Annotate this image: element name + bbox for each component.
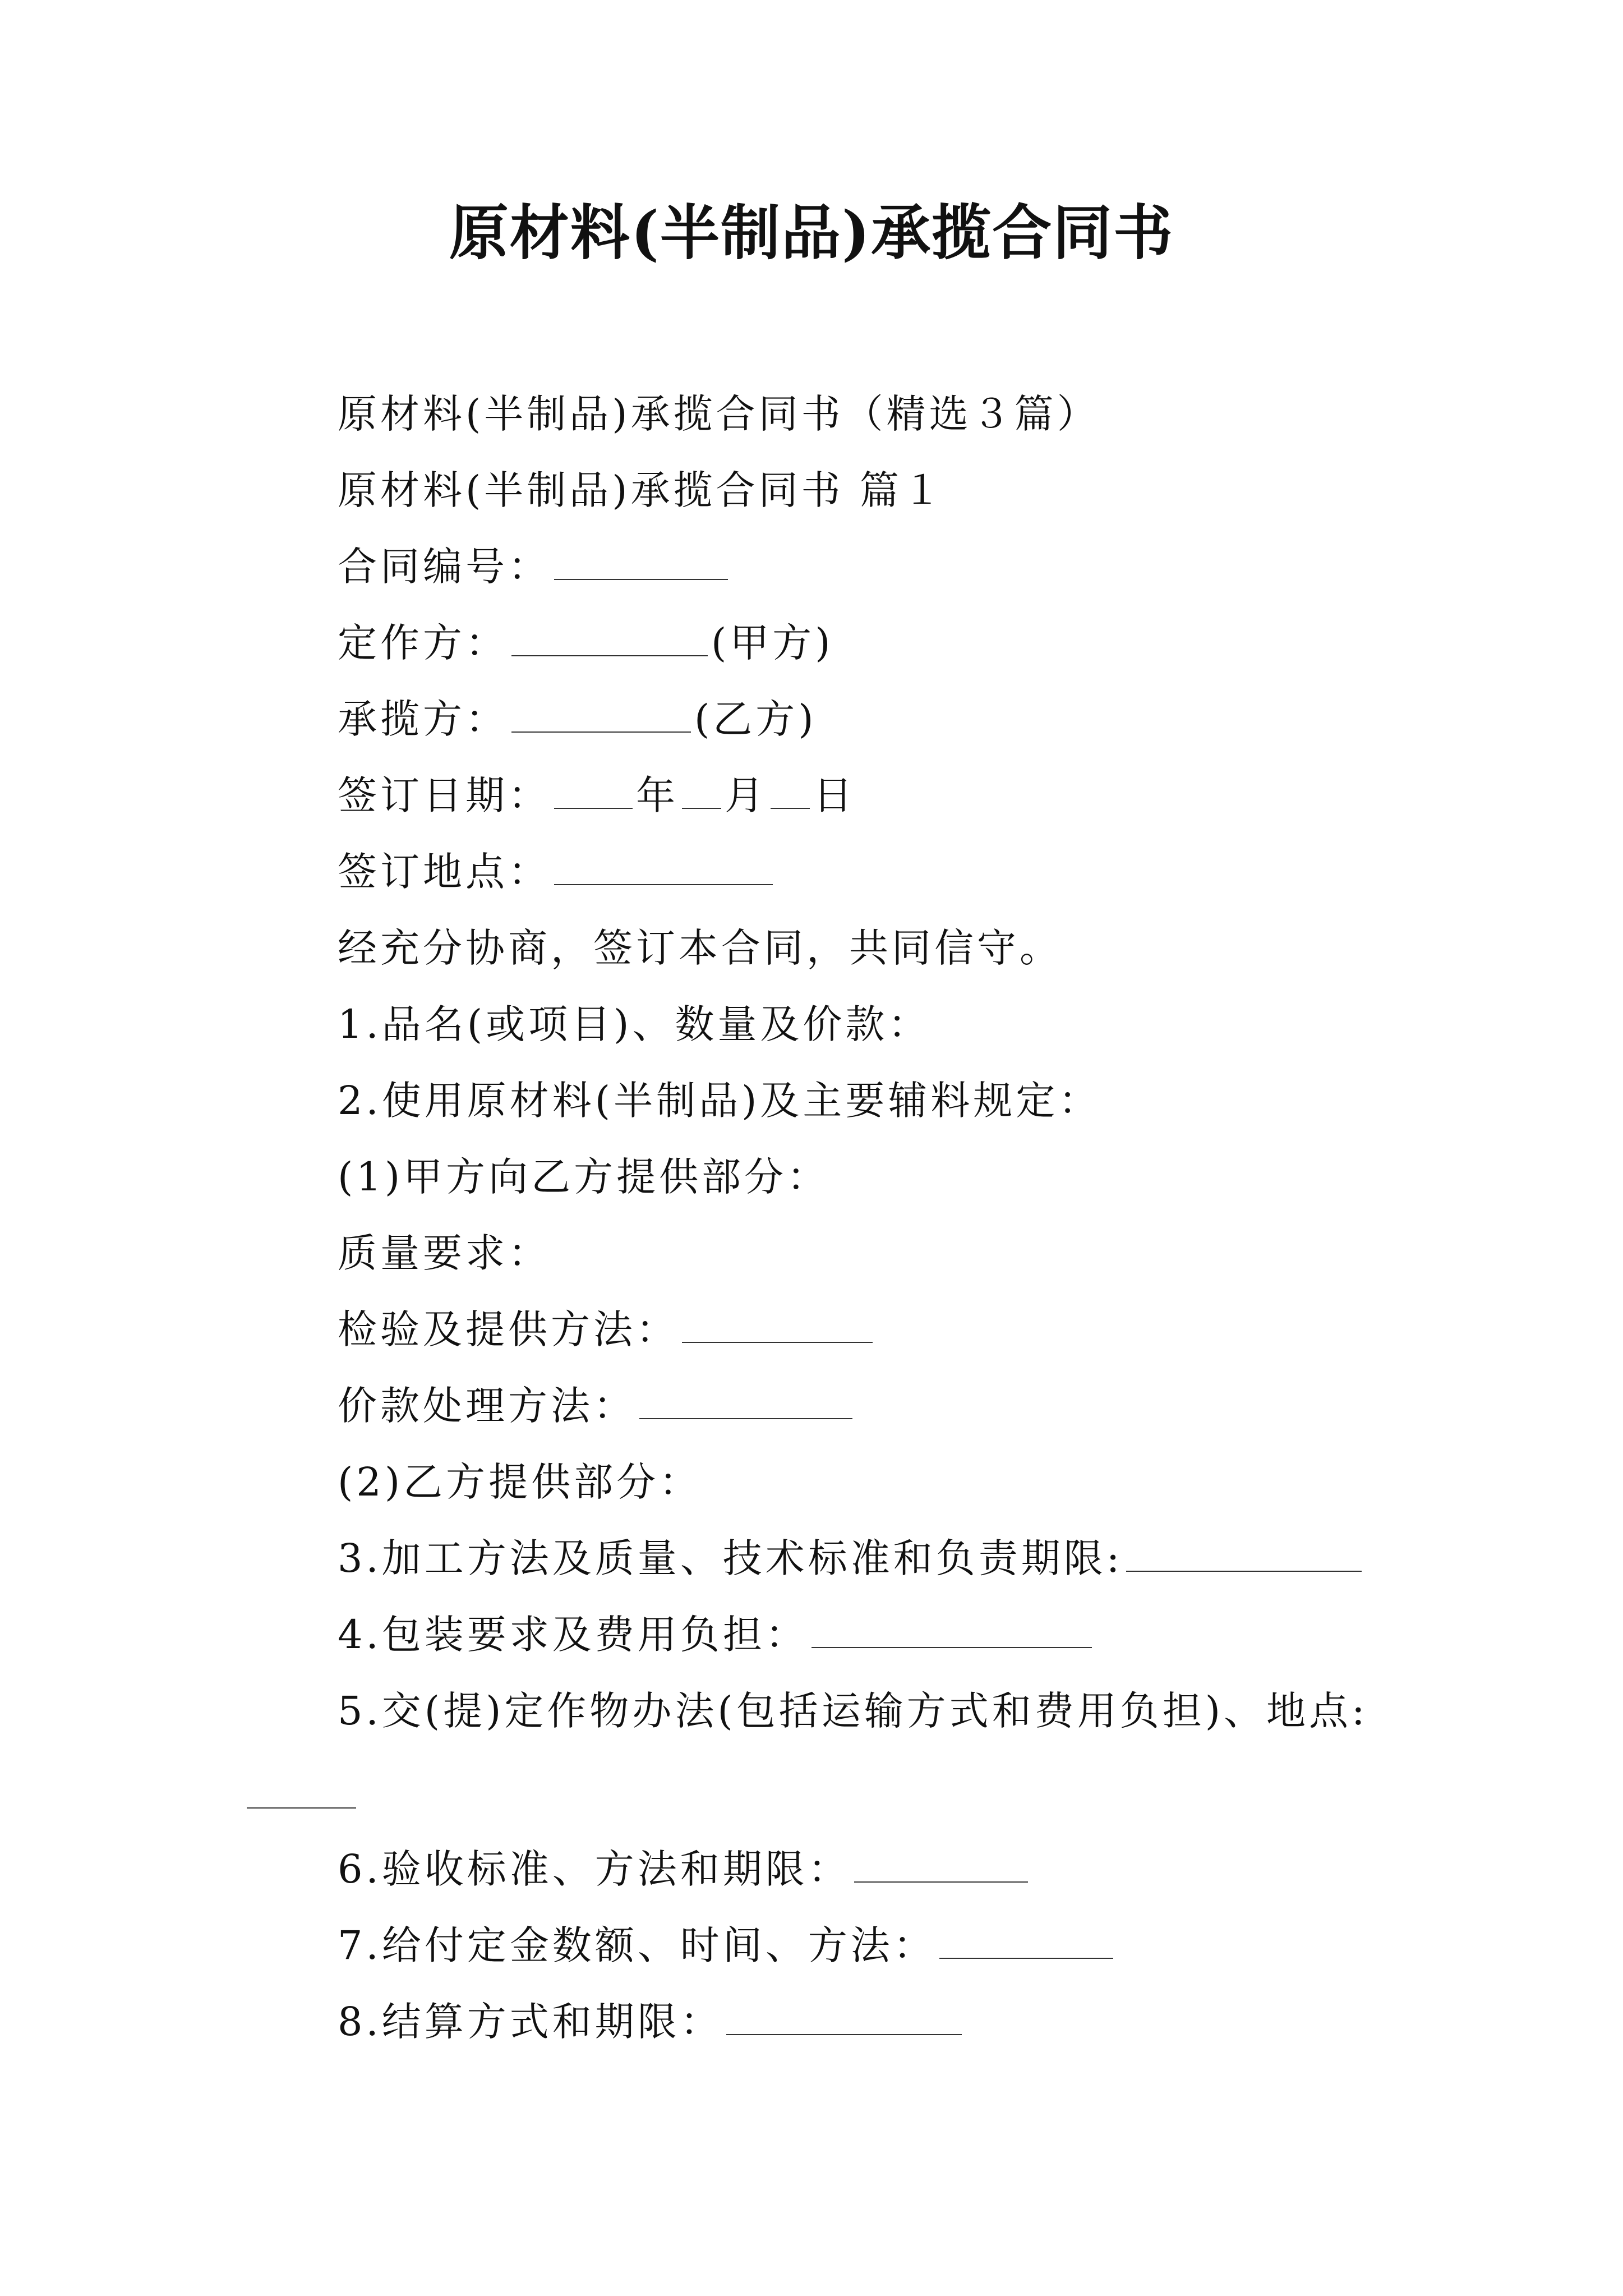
clause-5-line (338, 1684, 1368, 1738)
clause-2-item-1 (338, 1150, 829, 1204)
contractor-blank (511, 698, 691, 733)
orderer-line (338, 616, 834, 670)
contractor-party-tag: (乙方) (694, 696, 817, 742)
inspection-method-label: 检验及提供方法： (338, 1306, 679, 1352)
clause-4-blank (811, 1613, 1092, 1648)
clause-8-blank (726, 2000, 962, 2035)
clause-6-label: 6.验收标准、方法和期限： (338, 1846, 851, 1892)
signing-place-label: 签订地点： (338, 849, 551, 895)
clause-3-label: 3.加工方法及质量、技术标准和负责期限: (338, 1535, 1123, 1581)
contract-number-label: 合同编号： (338, 544, 551, 590)
clause-7-line (338, 1918, 1117, 1972)
price-handling-line (338, 1379, 856, 1433)
line-text: (2)乙方提供部分： (338, 1459, 702, 1505)
line-text: 原材料(半制品)承揽合同书 篇１ (338, 467, 945, 513)
clause-3-blank (1126, 1537, 1362, 1572)
line-text: 质量要求： (338, 1230, 551, 1276)
year-blank (554, 774, 633, 809)
clause-8-label: 8.结算方式和期限： (338, 1999, 723, 2045)
orderer-party-tag: (甲方) (711, 620, 834, 666)
clause-3-line (338, 1531, 1365, 1585)
clause-5-label: 5.交(提)定作物办法(包括运输方式和费用负担)、地点: (338, 1688, 1368, 1734)
contract-number-blank (554, 545, 728, 580)
line-text: 经充分协商，签订本合同，共同信守。 (338, 925, 1062, 971)
contract-number-line (338, 540, 731, 593)
clause-7-blank (939, 1924, 1113, 1959)
subtitle-selection (338, 387, 1100, 441)
clause-6-blank (854, 1848, 1028, 1883)
clause-2-item-2 (338, 1455, 702, 1509)
clause-8-line (338, 1995, 965, 2049)
inspection-method-line (338, 1303, 876, 1356)
clause-4-label: 4.包装要求及费用负担： (338, 1612, 808, 1658)
clause-1 (338, 997, 930, 1051)
month-unit: 月 (725, 772, 767, 818)
clause-6-line (338, 1842, 1031, 1896)
quality-requirements (338, 1226, 551, 1280)
agreement-statement (338, 921, 1062, 975)
price-handling-label: 价款处理方法： (338, 1383, 636, 1429)
inspection-method-blank (682, 1308, 873, 1343)
signing-place-blank (554, 850, 773, 885)
section-heading-part1 (338, 463, 945, 517)
orderer-label: 定作方： (338, 620, 508, 666)
line-text: 原材料(半制品)承揽合同书（精选３篇） (338, 391, 1100, 437)
year-unit: 年 (636, 772, 679, 818)
month-blank (682, 774, 721, 809)
line-text: (1)甲方向乙方提供部分： (338, 1154, 830, 1200)
line-text: 1.品名(或项目)、数量及价款： (338, 1001, 931, 1047)
day-unit: 日 (813, 772, 856, 818)
signing-date-label: 签订日期： (338, 772, 551, 818)
clause-2 (338, 1074, 1101, 1128)
signing-place-line (338, 845, 776, 899)
contractor-label: 承揽方： (338, 696, 508, 742)
document-title: 原材料(半制品)承揽合同书 (449, 197, 1174, 268)
signing-date-line (338, 769, 856, 822)
contractor-line (338, 692, 817, 746)
clause-4-line (338, 1608, 1095, 1662)
clause-7-label: 7.给付定金数额、时间、方法： (338, 1922, 936, 1968)
price-handling-blank (639, 1384, 852, 1419)
day-blank (771, 774, 810, 809)
clause-5-blank (247, 1807, 356, 1809)
line-text: 2.使用原材料(半制品)及主要辅料规定： (338, 1078, 1101, 1124)
orderer-blank (511, 622, 708, 656)
